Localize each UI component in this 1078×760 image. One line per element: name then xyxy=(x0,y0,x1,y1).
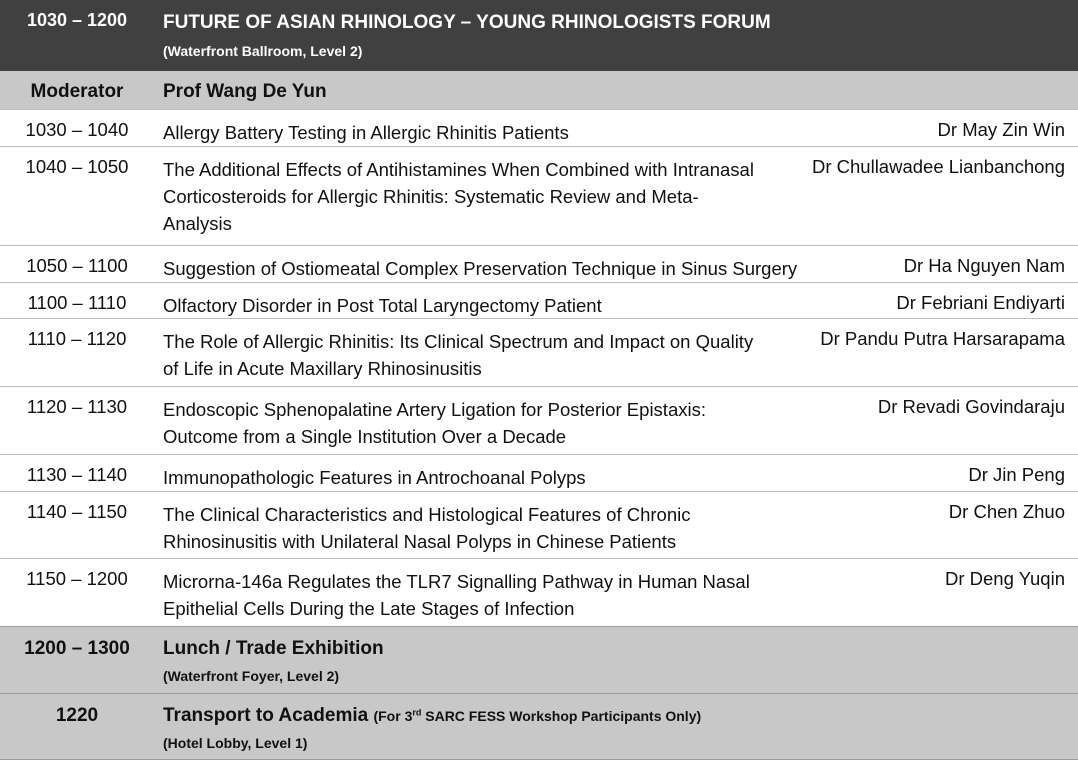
session-title: FUTURE OF ASIAN RHINOLOGY – YOUNG RHINOLOGISTS FORUM xyxy=(163,12,771,33)
transport-time: 1220 xyxy=(55,705,99,726)
talk-speaker: Dr Ha Nguyen Nam xyxy=(903,255,1065,276)
talk-time: 1140 – 1150 xyxy=(26,501,128,522)
talk-time: 1110 – 1120 xyxy=(27,328,127,349)
moderator-label: Moderator xyxy=(30,81,124,102)
talk-title: Suggestion of Ostiomeatal Complex Preservation Technique in Sinus Surgery xyxy=(163,258,798,279)
talk-time: 1040 – 1050 xyxy=(25,156,129,177)
talk-speaker: Dr Chullawadee Lianbanchong xyxy=(811,156,1065,177)
lunch-time: 1200 – 1300 xyxy=(24,638,130,659)
session-header-row xyxy=(0,0,1078,71)
talk-time: 1100 – 1110 xyxy=(27,292,127,313)
table-row xyxy=(0,454,1078,491)
talk-time: 1050 – 1100 xyxy=(26,255,128,276)
talk-title: Allergy Battery Testing in Allergic Rhinitis Patients xyxy=(163,122,569,143)
talk-title: The Role of Allergic Rhinitis: Its Clinical Spectrum and Impact on Quality of Life in Acute Maxillary Rhinosinusitis xyxy=(163,331,754,379)
table-row xyxy=(0,491,1078,558)
lunch-title: Lunch / Trade Exhibition xyxy=(163,638,384,659)
table-row xyxy=(0,282,1078,318)
table-row xyxy=(0,245,1078,282)
talk-speaker: Dr May Zin Win xyxy=(937,119,1065,140)
talk-title: Olfactory Disorder in Post Total Laryngectomy Patient xyxy=(163,295,602,316)
table-row xyxy=(0,386,1078,454)
talk-title: The Additional Effects of Antihistamines When Combined with Intranasal Corticosteroids for Allergic Rhinitis: Systematic Review and Meta-Analysis xyxy=(163,159,754,234)
transport-note xyxy=(373,708,701,724)
table-row xyxy=(0,318,1078,386)
talk-title: Microrna-146a Regulates the TLR7 Signalling Pathway in Human Nasal Epithelial Cells During the Late Stages of Infection xyxy=(163,571,750,619)
talk-speaker: Dr Chen Zhuo xyxy=(948,501,1065,522)
talk-speaker: Dr Pandu Putra Harsarapama xyxy=(820,328,1065,349)
talk-speaker: Dr Deng Yuqin xyxy=(945,568,1065,589)
moderator-row xyxy=(0,71,1078,109)
table-row xyxy=(0,109,1078,146)
transport-row xyxy=(0,693,1078,760)
moderator-name: Prof Wang De Yun xyxy=(163,81,327,102)
talk-speaker: Dr Revadi Govindaraju xyxy=(877,396,1065,417)
session-time: 1030 – 1200 xyxy=(26,10,128,30)
lunch-row xyxy=(0,626,1078,693)
talk-speaker: Dr Jin Peng xyxy=(968,464,1065,485)
talk-time: 1030 – 1040 xyxy=(25,119,129,140)
transport-venue: (Hotel Lobby, Level 1) xyxy=(163,735,308,751)
talk-speaker: Dr Febriani Endiyarti xyxy=(896,292,1065,313)
table-row xyxy=(0,146,1078,245)
lunch-venue: (Waterfront Foyer, Level 2) xyxy=(163,668,340,684)
talk-time: 1150 – 1200 xyxy=(26,568,128,589)
talk-title: The Clinical Characteristics and Histological Features of Chronic Rhinosinusitis with Unilateral Nasal Polyps in Chinese Patients xyxy=(163,504,691,552)
transport-note-suffix: SARC FESS Workshop Participants Only) xyxy=(421,708,702,724)
table-row xyxy=(0,558,1078,626)
transport-title-group xyxy=(163,705,701,727)
talk-time: 1130 – 1140 xyxy=(26,464,128,485)
talk-title: Endoscopic Sphenopalatine Artery Ligation for Posterior Epistaxis: Outcome from a Single Institution Over a Decade xyxy=(163,399,706,447)
transport-note-sup: rd xyxy=(412,707,422,718)
transport-title: Transport to Academia xyxy=(163,705,369,726)
talk-title: Immunopathologic Features in Antrochoanal Polyps xyxy=(163,467,586,488)
transport-note-prefix: (For 3 xyxy=(373,708,413,724)
session-venue: (Waterfront Ballroom, Level 2) xyxy=(163,43,363,59)
talk-time: 1120 – 1130 xyxy=(26,396,128,417)
